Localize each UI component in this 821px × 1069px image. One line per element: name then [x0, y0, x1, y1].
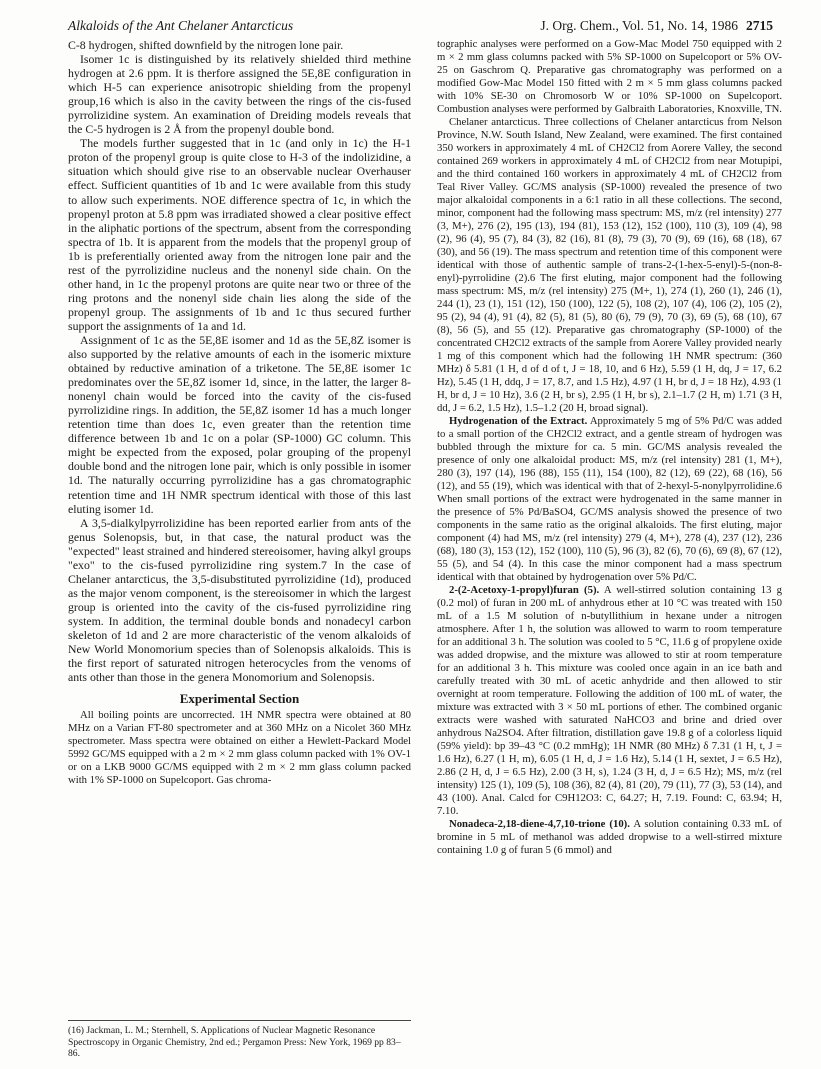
paragraph: The models further suggested that in 1c (and only in 1c) the H-1 proton of the propenyl group is quite close to H-3 of the indolizidine, a situation which should give rise to an observable nuclear Overhauser effect. Sufficient quantities of 1b and 1c were available from this study to allow such experiments. NOE difference spectra of 1c, in which the propenyl proton at 5.8 ppm was irradiated showed a clear positive effect in the aliphatic portions of the spectrum, absent from the corresponding spectra of 1b. It is apparent from the models that the propenyl group of 1b is preferentially oriented away from the nitrogen lone pair and the rest of the pyrrolizidine nucleus and the nonenyl side chain. On the other hand, in 1c the propenyl protons are quite near two or three of the ring protons and the nonenyl side chain lies along the side of the propenyl group. The assignments of 1b and 1c thus secured further support the assignments of 1a and 1d.	[68, 136, 411, 333]
header-citation: J. Org. Chem., Vol. 51, No. 14, 1986	[540, 18, 738, 33]
section-title: Experimental Section	[179, 691, 300, 707]
paragraph	[437, 818, 782, 857]
paragraph: Chelaner antarcticus. Three collections of Chelaner antarcticus from Nelson Province, N.W. South Island, New Zealand, were examined. The first contained 350 workers in approximately 4 mL of CH2Cl2 from Aorere Valley, the second contained 269 workers in approximately 4 mL of CH2Cl2 from near Motupipi, and the third contained 160 workers in approximately 4 mL of CH2Cl2 from Teal River Valley. GC/MS analysis (SP-1000) revealed the presence of two major alkaloidal components in a 6:1 ratio in all these collections. The second, minor, component had the following mass spectrum: MS, m/z (rel intensity) 277 (3, M+), 276 (2), 195 (13), 194 (81), 153 (12), 152 (100), 110 (3), 109 (4), 98 (2), 96 (4), 95 (7), 84 (3), 82 (16), 81 (8), 79 (3), 70 (9), 69 (16), 68 (18), 67 (30), and 56 (19). The mass spectrum and retention time of this component were identical with those of authentic sample of trans-2-(1-hex-5-enyl)-5-(non-8-enyl)-pyrrolidine (2).6 The first eluting, major component had the following mass spectrum: MS, m/z (rel intensity) 275 (M+, 1), 274 (1), 260 (1), 246 (1), 244 (1), 23 (1), 151 (12), 150 (100), 122 (5), 108 (2), 107 (4), 106 (2), 105 (2), 95 (2), 94 (4), 91 (4), 82 (5), 81 (5), 80 (6), 79 (9), 70 (3), 69 (5), 68 (10), 67 (8), 56 (5), and 55 (12). Preparative gas chromatography (SP-1000) of the concentrated CH2Cl2 extracts of the sample from Aorere Valley provided nearly 1 mg of this component which had the following 1H NMR spectrum: (360 MHz) δ 5.81 (1 H, d of d of t, J = 18, 10, and 6 Hz), 5.59 (1 H, dq, J = 17, 6.2 Hz), 5.45 (1 H, ddq, J = 17, 8.7, and 1.5 Hz), 4.97 (1 H, br d, J = 18 Hz), 4.93 (1 H, br d, J = 10 Hz), 3.6 (2 H, br s), 2.95 (1 H, br s), 2.1–1.7 (2 H, m) 1.71 (3 H, dd, J = 6.2, 1.5 Hz), 1.5–1.2 (20 H, broad signal).	[437, 116, 782, 414]
page-number: 2715	[746, 18, 773, 33]
paragraph	[437, 584, 782, 818]
header-title: Alkaloids of the Ant Chelaner Antarcticus	[68, 18, 294, 33]
subheading: 2-(2-Acetoxy-1-propyl)furan (5).	[449, 584, 600, 596]
header-journal	[540, 18, 773, 34]
paragraph-text: A well-stirred solution containing 13 g (0.2 mol) of furan in 200 mL of anhydrous ether at 10 °C was treated with 150 mL of a 1.5 M solution of n-butyllithium in hexane under a nitrogen atmosphere. After 1 h, the solution was allowed to warm to room temperature for an additional 3 h. The solution was cooled to 5 °C, 11.6 g of propylene oxide was added dropwise, and the mixture was allowed to stir at room temperature for an additional 3 h. This mixture was cooled once again in an ice bath and carefully treated with 30 mL of acetic anhydride and then allowed to stir overnight at room temperature. Following the addition of 100 mL of water, the mixture was extracted with 3 × 50 mL portions of ether. The combined organic extracts were washed with saturated NaHCO3 and brine and dried over anhydrous Na2SO4. After filtration, distillation gave 19.8 g of a colorless liquid (59% yield): bp 39–43 °C (0.2 mmHg); 1H NMR (80 MHz) δ 7.31 (1 H, t, J = 1.6 Hz), 6.27 (1 H, m), 6.05 (1 H, d, J = 1.6 Hz), 5.14 (1 H, sextet, J = 6.5 Hz), 2.86 (2 H, d, J = 6.5 Hz), 2.00 (3 H, s), 1.24 (3 H, d, J = 6.5 Hz); MS, m/z (rel intensity) 125 (1), 109 (5), 108 (36), 82 (4), 81 (20), 79 (11), 77 (3), 53 (14), and 43 (100). Anal. Calcd for C9H12O3: C, 64.27; H, 7.19. Found: C, 63.94; H, 7.10.	[437, 584, 782, 817]
paragraph: Assignment of 1c as the 5E,8E isomer and 1d as the 5E,8Z isomer is also supported by the relative amounts of each in the isomeric mixture obtained by reductive amination of a triketone. The 5E,8E isomer 1c predominates over the 5E,8Z isomer 1d, since, in the latter, the larger 8-nonenyl chain would be forced into the cavity of the cis-fused pyrrolizidine rings. In addition, the 5E,8Z isomer 1d has a much longer retention time than does 1c, even greater than the retention time difference between 1b and 1c on a polar (SP-1000) GC column. This might be expected from the exposed, polar grouping of the propenyl double bond and the nitrogen lone pair, which is only possible in isomer 1d. The naturally occurring pyrrolizidine has a gas chromatographic retention time and 1H NMR spectrum identical with those of this last eluting isomer 1d.	[68, 332, 411, 516]
paragraph-text: A solution containing 0.33 mL of bromine in 5 mL of methanol was added dropwise to a well-stirred mixture containing 1.0 g of furan 5 (6 mmol) and	[437, 818, 782, 856]
experimental-section	[68, 709, 411, 787]
paragraph	[437, 415, 782, 584]
right-column	[437, 38, 782, 1058]
paragraph-text: Approximately 5 mg of 5% Pd/C was added to a small portion of the CH2Cl2 extract, and a gentle stream of hydrogen was bubbled through the mixture for ca. 5 min. GC/MS analysis revealed the presence of only one alkaloidal product: MS, m/z (rel intensity) 281 (1, M+), 280 (3), 197 (14), 196 (88), 155 (11), 154 (100), 82 (12), 69 (22), 68 (16), 56 (12), and 55 (19), which was identical with that of 2-hexyl-5-nonylpyrrolidine.6 When small portions of the extract were hydrogenated in the same manner in the presence of 5% Pd/BaSO4, GC/MS analysis showed the presence of two components in the same ratio as the original alkaloids. The first eluting, major component (4) had MS, m/z (rel intensity) 279 (4, M+), 278 (4), 237 (12), 236 (68), 180 (3), 153 (12), 152 (100), 110 (5), 96 (3), 82 (6), 70 (6), 69 (8), 67 (12), 55 (5), and 54 (4). In this case the minor component had a mass spectrum identical with that obtained by hydrogenation over 5% Pd/C.	[437, 415, 782, 583]
subheading: Nonadeca-2,18-diene-4,7,10-trione (10).	[449, 818, 630, 830]
left-column	[68, 38, 411, 1034]
paragraph: A 3,5-dialkylpyrrolizidine has been reported earlier from ants of the genus Solenopsis, but, in that case, the natural product was the "expected" least strained and hindered stereoisomer, having alkyl groups "exo" to the cis-fused pyrrolizidine ring system.7 In the case of Chelaner antarcticus, the 3,5-disubstituted pyrrolizidine (1d), produced as the major venom component, is the stereoisomer in which the largest group is oriented into the cavity of the cis-fused pyrrolizidine ring system. In addition, the terminal double bonds and nonadecyl carbon skeleton of 1d and 2 are more characteristic of the venom alkaloids of New World Monomorium species than of Solenopsis alkaloids. This is the first report of saturated nitrogen heterocycles from the venoms of ants other than those in the genera Monomorium and Solenopsis.	[68, 515, 411, 685]
paragraph: C-8 hydrogen, shifted downfield by the nitrogen lone pair.	[68, 38, 344, 52]
paragraph: tographic analyses were performed on a Gow-Mac Model 750 equipped with 2 m × 2 mm glass columns packed with 5% SP-1000 on Supelcoport or 5% OV-25 on Gaschrom Q. Preparative gas chromatography was performed on a modified Gow-Mac Model 150 fitted with 2 m × 5 mm glass columns packed with 10% SE-30 on Chromosorb W or 10% SP-1000 on Supelcoport. Combustion analyses were performed by Galbraith Laboratories, Knoxville, TN.	[437, 38, 782, 115]
paragraph: Isomer 1c is distinguished by its relatively shielded third methine hydrogen at 2.6 ppm. It is therfore assigned the 5E,8E configuration in which H-5 can experience anisotropic shielding from the propenyl group,16 which is also in the cavity between the rings of the cis-fused pyrrolizidine system. An examination of Dreiding models reveals that the C-5 hydrogen is 2 Å from the propenyl double bond.	[68, 52, 411, 137]
paragraph: All boiling points are uncorrected. 1H NMR spectra were obtained at 80 MHz on a Varian FT-80 spectrometer and at 360 MHz on a Nicolet 360 MHz spectrometer. Mass spectra were obtained on either a Hewlett-Packard Model 5992 GC/MS equipped with a 2 m × 2 mm glass column packed with 1% OV-1 or on a LKB 9000 GC/MS equipped with 2 m × 2 mm glass column packed with 1% SP-1000 on Supelcoport. Gas chroma-	[68, 709, 411, 787]
footnote: (16) Jackman, L. M.; Sternhell, S. Applications of Nuclear Magnetic Resonance Spectroscopy in Organic Chemistry, 2nd ed.; Pergamon Press: New York, 1969 pp 83–86.	[68, 1020, 411, 1060]
subheading: Hydrogenation of the Extract.	[449, 415, 588, 427]
running-header	[68, 18, 773, 36]
